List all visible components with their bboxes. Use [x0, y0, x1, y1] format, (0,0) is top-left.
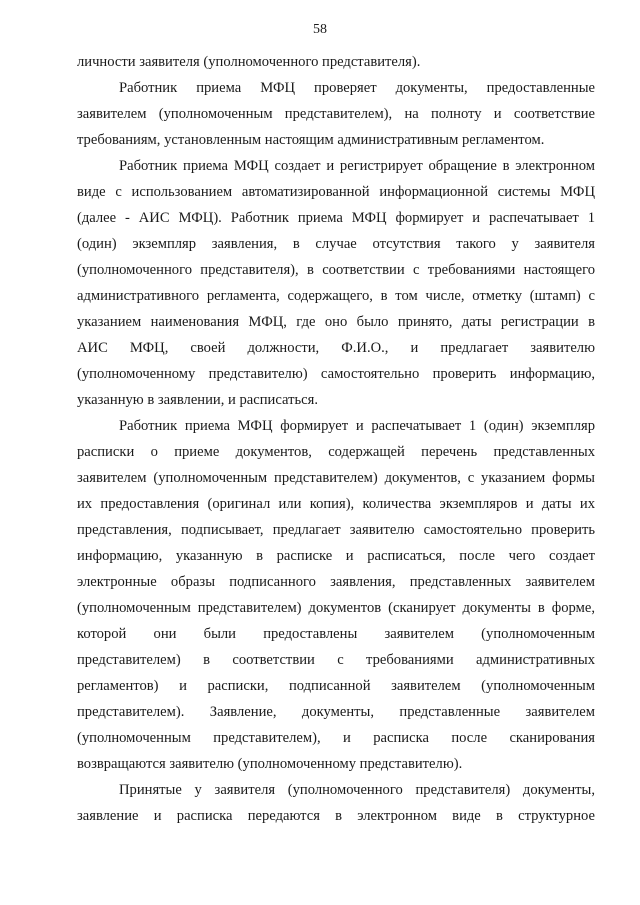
text-line: требованиям, установленным настоящим административным регламентом. — [77, 132, 545, 148]
text-line: личности заявителя (уполномоченного представителя). — [77, 54, 421, 70]
text-line: (один) экземпляр заявления, в случае отсутствия такого у заявителя — [77, 236, 595, 252]
text-line: регламентов) и расписки, подписанной заявителем (уполномоченным — [77, 678, 595, 694]
text-line: Принятые у заявителя (уполномоченного представителя) документы, — [119, 782, 595, 798]
text-line: указанием наименования МФЦ, где оно было принято, даты регистрации в — [77, 314, 595, 330]
text-line: заявителем (уполномоченным представителем) документов, с указанием формы — [77, 470, 595, 486]
text-line: (уполномоченному представителю) самостоятельно проверить информацию, — [77, 366, 595, 382]
body-text — [77, 54, 595, 834]
text-line: АИС МФЦ, своей должности, Ф.И.О., и предлагает заявителю — [77, 340, 595, 356]
text-line: (уполномоченного представителя), в соответствии с требованиями настоящего — [77, 262, 595, 278]
text-line: представителем). Заявление, документы, представленные заявителем — [77, 704, 595, 720]
text-line: Работник приема МФЦ создает и регистрирует обращение в электронном — [119, 158, 595, 174]
text-line: Работник приема МФЦ проверяет документы, предоставленные — [119, 80, 595, 96]
text-line: Работник приема МФЦ формирует и распечатывает 1 (один) экземпляр — [119, 418, 595, 434]
text-line: (далее - АИС МФЦ). Работник приема МФЦ формирует и распечатывает 1 — [77, 210, 595, 226]
text-line: виде с использованием автоматизированной информационной системы МФЦ — [77, 184, 595, 200]
text-line: информацию, указанную в расписке и расписаться, после чего создает — [77, 548, 595, 564]
text-line: административного регламента, содержащего, в том числе, отметку (штамп) с — [77, 288, 595, 304]
text-line: заявление и расписка передаются в электронном виде в структурное — [77, 808, 595, 824]
text-line: расписки о приеме документов, содержащей перечень представленных — [77, 444, 595, 460]
text-line: (уполномоченным представителем) документов (сканирует документы в форме, — [77, 600, 595, 616]
text-line: представления, подписывает, предлагает заявителю самостоятельно проверить — [77, 522, 595, 538]
text-line: (уполномоченным представителем), и расписка после сканирования — [77, 730, 595, 746]
page-number: 58 — [313, 22, 327, 37]
text-line: которой они были предоставлены заявителем (уполномоченным — [77, 626, 595, 642]
text-line: заявителем (уполномоченным представителем), на полноту и соответствие — [77, 106, 595, 122]
text-line: их предоставления (оригинал или копия), количества экземпляров и даты их — [77, 496, 595, 512]
text-line: возвращаются заявителю (уполномоченному представителю). — [77, 756, 463, 772]
text-line: представителем) в соответствии с требованиями административных — [77, 652, 595, 668]
text-line: электронные образы подписанного заявления, представленных заявителем — [77, 574, 595, 590]
text-line: указанную в заявлении, и расписаться. — [77, 392, 318, 408]
